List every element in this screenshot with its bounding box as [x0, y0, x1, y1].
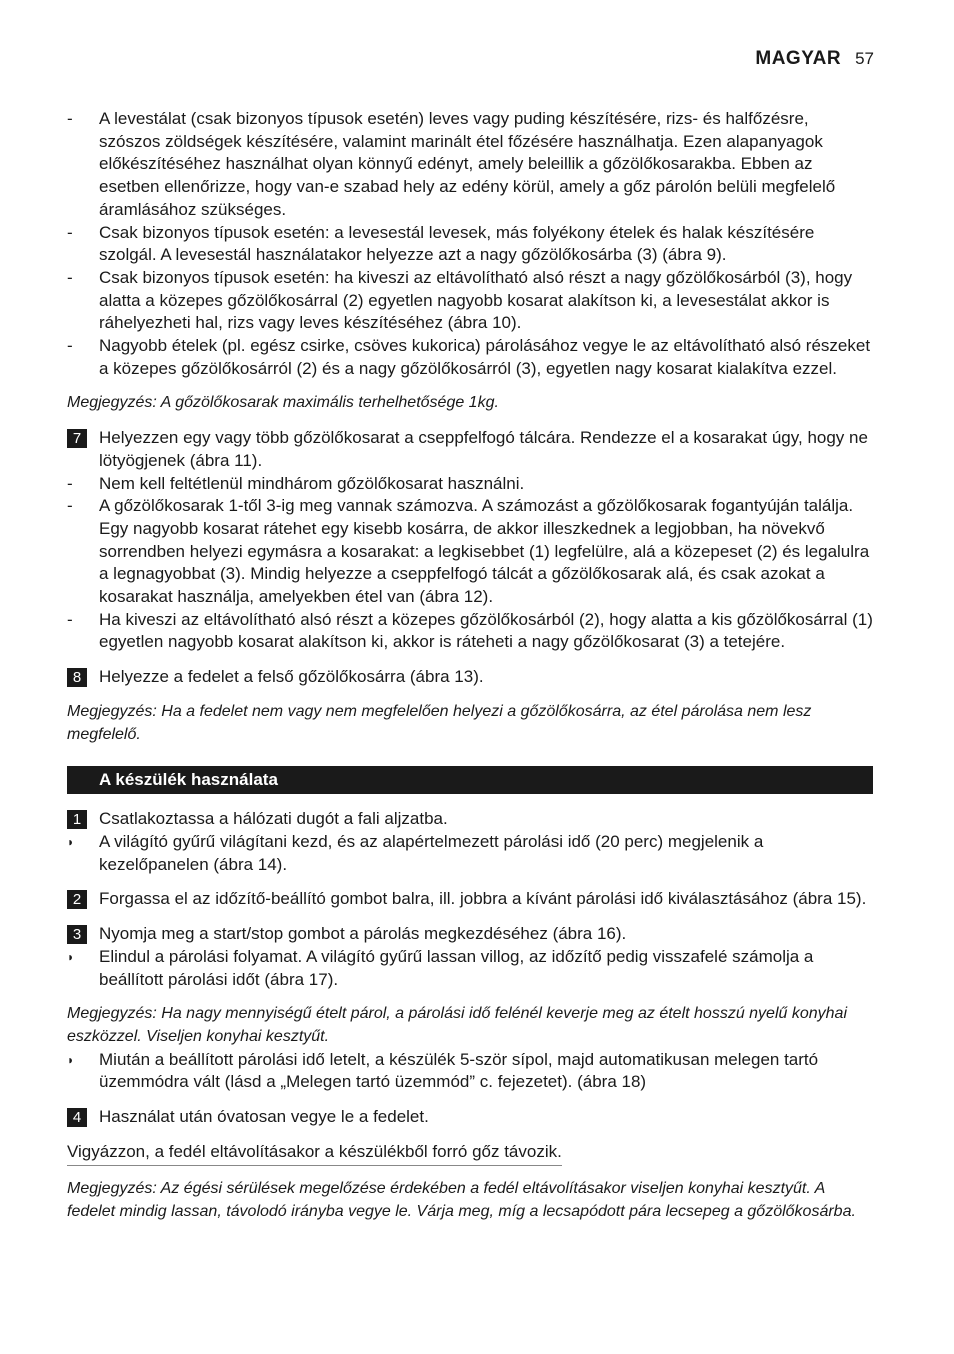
triangle-icon: ◗ — [67, 1052, 75, 1067]
dash-marker: - — [67, 336, 73, 356]
page-number: 57 — [855, 49, 874, 68]
page-header — [755, 48, 874, 70]
step-number: 2 — [67, 890, 87, 909]
step — [67, 888, 873, 911]
list-item — [67, 495, 873, 609]
triangle-icon: ◗ — [67, 834, 75, 849]
result-text: Miután a beállított párolási idő letelt, a készülék 5-ször sípol, majd automatikusan melegen tartó üzemmódra vált (lásd a „Melegen tartó üzemmód” c. fejezetet). (ábra 18) — [99, 1049, 819, 1092]
list-item — [67, 108, 873, 222]
step-text: Helyezze a fedelet a felső gőzölőkosárra (ábra 13). — [99, 667, 484, 687]
list-item-text: A gőzölőkosarak 1-től 3-ig meg vannak számozva. A számozást a gőzölőkosarak fogantyúján találja. Egy nagyobb kosarat rátehet egy kisebb kosárra, de akkor illeszkednek a legjobban, ha növekvő sorrendben helyezi egymásra a kosarakat: a legkisebbet (1) legfelülre, alá a közepeset (2) és legalulra a legnagyobbat (3). Mindig helyezze a cseppfelfogó tálcát a gőzölőkosarak alá, és csak azokat a kosarakat használja, amelyekben étel van (ábra 12). — [99, 496, 870, 607]
step-text: Használat után óvatosan vegye le a fedelet. — [99, 1107, 429, 1127]
dash-marker: - — [67, 609, 73, 629]
step-text: Nyomja meg a start/stop gombot a párolás megkezdéséhez (ábra 16). — [99, 924, 627, 944]
step-number: 7 — [67, 429, 87, 448]
step-number: 8 — [67, 668, 87, 687]
note: Megjegyzés: Az égési sérülések megelőzése érdekében a fedél eltávolításakor viseljen konyhai kesztyűt. A fedelet mindig lassan, távolodó irányba vegye le. Várja meg, míg a lecsapódott pára lecsepeg a gőzölőkosárba. — [67, 1180, 856, 1221]
step — [67, 1106, 873, 1129]
step — [67, 666, 873, 689]
step — [67, 923, 873, 946]
result-item — [67, 1049, 873, 1094]
result-text: A világító gyűrű világítani kezd, és az alapértelmezett párolási idő (20 perc) megjelenik a kezelőpanelen (ábra 14). — [99, 831, 764, 874]
result-text: Elindul a párolási folyamat. A világító gyűrű lassan villog, az időzítő pedig visszafelé számolja a beállított párolási időt (ábra 17). — [99, 946, 814, 989]
note: Megjegyzés: Ha a fedelet nem vagy nem megfelelően helyezi a gőzölőkosárra, az étel párolása nem lesz megfelelő. — [67, 702, 812, 743]
dash-marker: - — [67, 109, 73, 128]
step-number: 3 — [67, 925, 87, 944]
list-item — [67, 222, 873, 267]
dash-marker: - — [67, 222, 73, 242]
step-number: 4 — [67, 1108, 87, 1127]
list-item-text: Nem kell feltétlenül mindhárom gőzölőkosarat használni. — [99, 473, 525, 493]
list-item-text: Csak bizonyos típusok esetén: ha kiveszi az eltávolítható alsó részt a nagy gőzölőkosárból (3), hogy alatta a közepes gőzölőkosárral (2) egyetlen nagyobb kosarat alakítson ki, a levesestálat akkor is ráhelyezheti hal, rizs vagy leves készítéséhez (ábra 10). — [99, 267, 853, 333]
list-item-text: Csak bizonyos típusok esetén: a levesestál levesek, más folyékony ételek és halak készítésére szolgál. A levesestál használatakor helyezze azt a nagy gőzölőkosárba (3) (ábra 9). — [99, 222, 815, 265]
result-item — [67, 946, 873, 991]
dash-marker: - — [67, 267, 73, 287]
step — [67, 427, 873, 472]
list-item-text: A levestálat (csak bizonyos típusok esetén) leves vagy puding készítésére, rizs- és halfőzésre, szószos zöldségek készítésére, valamint marinált étel főzésére használhatja. Ezen alapanyagok előkészítéséhez használhat olyan könnyű edényt, amely beleillik a gőzölőkosarakba. Ebben az esetben ellenőrizze, hogy van-e szabad hely az edény körül, amely a gőz párolón belüli megfelelő áramlásához szükséges. — [99, 109, 836, 219]
list-item — [67, 473, 873, 496]
note: Megjegyzés: A gőzölőkosarak maximális terhelhetősége 1kg. — [67, 394, 499, 412]
list-item-text: Nagyobb ételek (pl. egész csirke, csöves kukorica) párolásához vegye le az eltávolítható alsó részeket a közepes gőzölőkosárról (2) és a nagy gőzölőkosárról (3), egyetlen nagy kosarat kialakítva ezzel. — [99, 336, 871, 378]
section-heading: A készülék használata — [67, 766, 873, 794]
step-text: Helyezzen egy vagy több gőzölőkosarat a cseppfelfogó tálcára. Rendezze el a kosarakat úgy, hogy ne lötyögjenek (ábra 11). — [99, 428, 868, 470]
step-number: 1 — [67, 810, 87, 829]
language-label: MAGYAR — [755, 48, 842, 69]
step — [67, 808, 873, 831]
page-content — [67, 108, 873, 1224]
note: Megjegyzés: Ha nagy mennyiségű ételt párol, a párolási idő felénél keverje meg az ételt hosszú nyelű konyhai eszközzel. Viseljen konyhai kesztyűt. — [67, 1005, 847, 1045]
triangle-icon: ◗ — [67, 949, 75, 964]
list-item-text: Ha kiveszi az eltávolítható alsó részt a közepes gőzölőkosárból (2), hogy alatta a kis gőzölőkosárral (1) egyetlen nagyobb kosarat alakítson ki, akkor is ráteheti a nagy gőzölőkosarat (3) a tetejére. — [99, 609, 873, 652]
step-text: Csatlakoztassa a hálózati dugót a fali aljzatba. — [99, 809, 448, 829]
warning-text: Vigyázzon, a fedél eltávolításakor a készülékből forró gőz távozik. — [67, 1141, 562, 1167]
dash-marker: - — [67, 496, 73, 516]
result-item — [67, 831, 873, 876]
step-text: Forgassa el az időzítő-beállító gombot balra, ill. jobbra a kívánt párolási idő kiválasztásához (ábra 15). — [99, 889, 867, 909]
list-item — [67, 609, 873, 654]
dash-marker: - — [67, 473, 73, 493]
list-item — [67, 335, 873, 380]
list-item — [67, 267, 873, 335]
